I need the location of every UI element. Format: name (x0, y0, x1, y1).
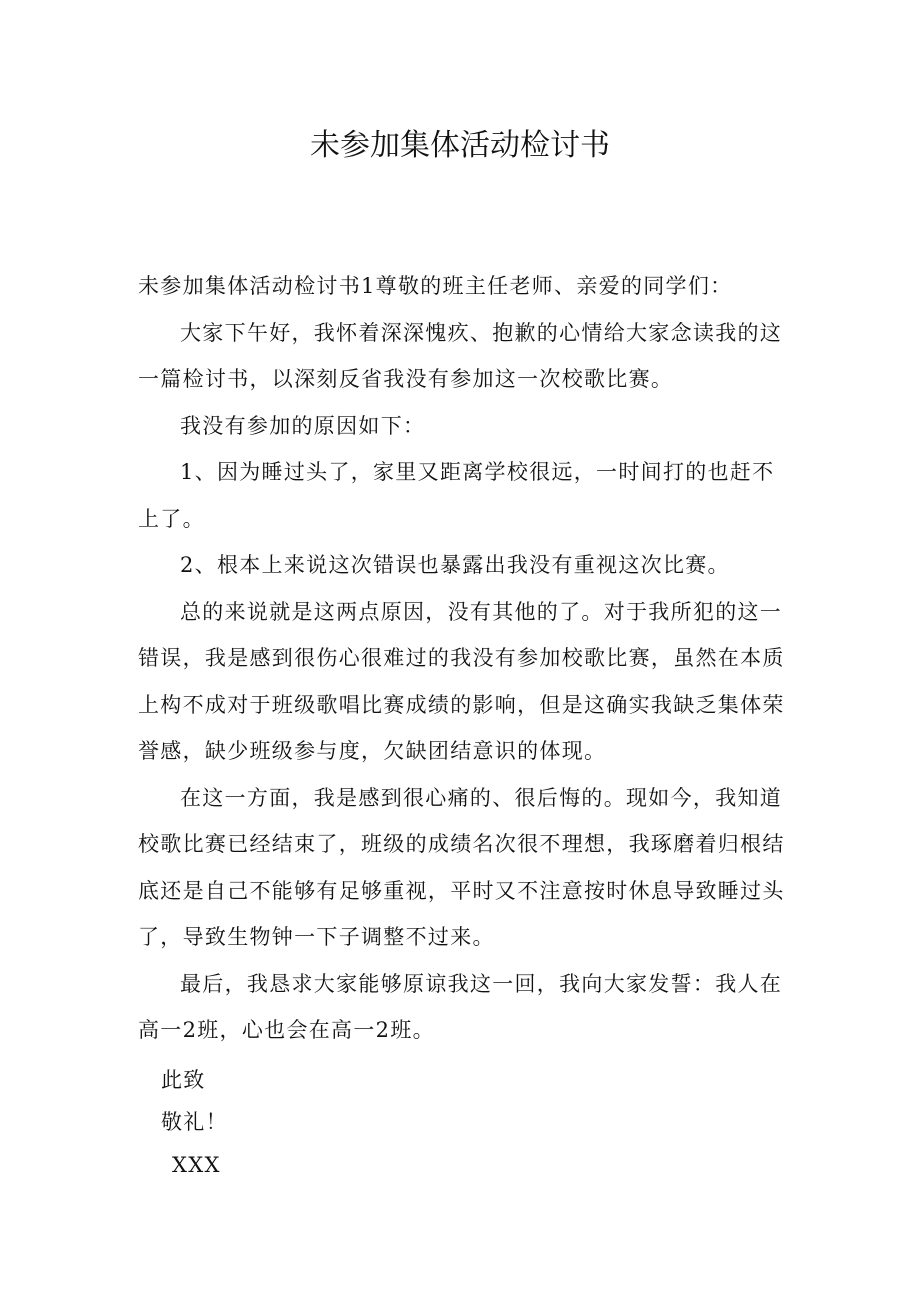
signature: XXX (172, 1153, 221, 1177)
paragraph-intro: 大家下午好，我怀着深深愧疚、抱歉的心情给大家念读我的这一篇检讨书，以深刻反省我没有参加这一次校歌比赛。 (138, 320, 783, 391)
salutation: 未参加集体活动检讨书1尊敬的班主任老师、亲爱的同学们： (138, 274, 733, 298)
paragraph-reason-1: 1、因为睡过头了，家里又距离学校很远，一时间打的也赶不上了。 (138, 460, 775, 531)
paragraph-reason-2: 2、根本上来说这次错误也暴露出我没有重视这次比赛。 (180, 553, 730, 577)
paragraph-plea: 最后，我恳求大家能够原谅我这一回，我向大家发誓：我人在高一2班，心也会在高一2班。 (138, 971, 783, 1042)
closing-line-2: 敬礼！ (161, 1110, 228, 1134)
closing-line-1: 此致 (161, 1068, 206, 1092)
document-title: 未参加集体活动检讨书 (310, 128, 610, 163)
document-body (138, 263, 794, 1054)
paragraph-regret: 在这一方面，我是感到很心痛的、很后悔的。现如今，我知道校歌比赛已经结束了，班级的成绩名次很不理想，我琢磨着归根结底还是自己不能够有足够重视，平时又不注意按时休息导致睡过头了，导致生物钟一下子调整不过来。 (138, 785, 785, 949)
paragraph-reasons-heading: 我没有参加的原因如下： (180, 413, 426, 438)
paragraph-summary: 总的来说就是这两点原因，没有其他的了。对于我所犯的这一错误，我是感到很伤心很难过的我没有参加校歌比赛，虽然在本质上构不成对于班级歌唱比赛成绩的影响，但是这确实我缺乏集体荣誉感，缺少班级参与度，欠缺团结意识的体现。 (138, 599, 785, 763)
